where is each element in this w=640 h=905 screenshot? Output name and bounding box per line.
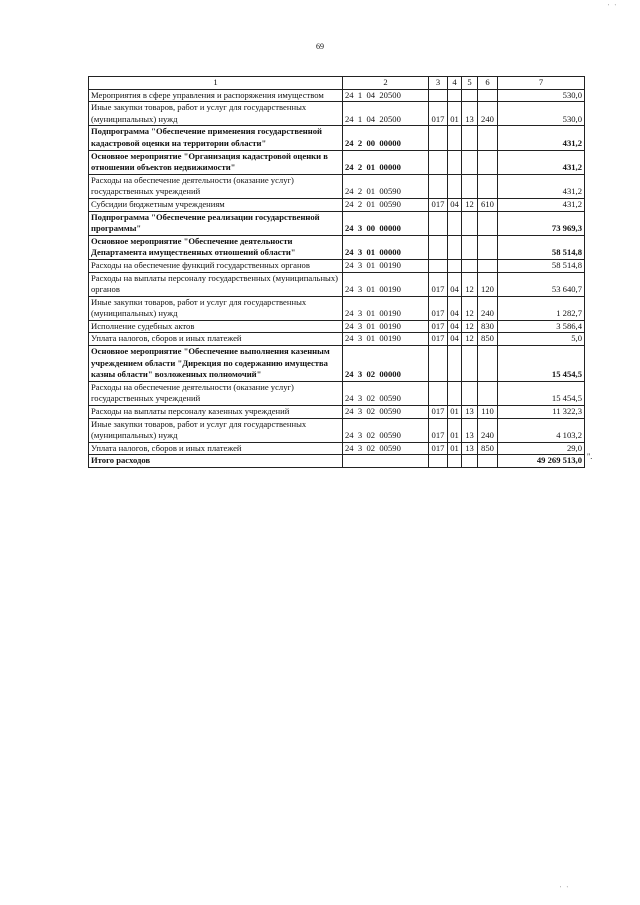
row-amount-cell: 530,0: [498, 89, 585, 102]
row-col3-cell: 017: [429, 406, 448, 419]
row-col3-cell: [429, 126, 448, 150]
total-amount: 49 269 513,0: [498, 455, 585, 468]
row-col3-cell: 017: [429, 333, 448, 346]
row-code-cell: 24 3 01 00000: [343, 235, 429, 259]
total-empty-cell: [343, 455, 429, 468]
row-name-cell: Расходы на обеспечение функций государственных органов: [89, 259, 343, 272]
table-row: [89, 174, 585, 198]
table-row: [89, 418, 585, 442]
row-col6-cell: [478, 150, 498, 174]
row-col3-cell: 017: [429, 198, 448, 211]
table-row: [89, 259, 585, 272]
row-name-cell: Уплата налогов, сборов и иных платежей: [89, 442, 343, 455]
row-col4-cell: 04: [448, 198, 462, 211]
row-col5-cell: [462, 150, 478, 174]
header-col-3: 3: [429, 77, 448, 90]
row-code-cell: 24 2 01 00590: [343, 198, 429, 211]
table-row: [89, 320, 585, 333]
row-code-cell: 24 3 02 00590: [343, 406, 429, 419]
row-col5-cell: 12: [462, 272, 478, 296]
row-col3-cell: [429, 346, 448, 382]
row-col4-cell: [448, 174, 462, 198]
header-col-1: 1: [89, 77, 343, 90]
total-label: Итого расходов: [89, 455, 343, 468]
row-code-cell: 24 3 02 00000: [343, 346, 429, 382]
row-name-cell: Мероприятия в сфере управления и распоряжения имуществом: [89, 89, 343, 102]
row-col5-cell: 13: [462, 418, 478, 442]
row-col6-cell: [478, 235, 498, 259]
row-amount-cell: 4 103,2: [498, 418, 585, 442]
table-row: [89, 333, 585, 346]
row-col3-cell: [429, 89, 448, 102]
row-name-cell: Исполнение судебных актов: [89, 320, 343, 333]
row-code-cell: 24 1 04 20500: [343, 102, 429, 126]
table-row: [89, 346, 585, 382]
row-code-cell: 24 3 02 00590: [343, 381, 429, 405]
header-col-5: 5: [462, 77, 478, 90]
row-amount-cell: 431,2: [498, 126, 585, 150]
row-amount-cell: 1 282,7: [498, 296, 585, 320]
row-col4-cell: 04: [448, 296, 462, 320]
row-col5-cell: [462, 235, 478, 259]
row-amount-cell: 73 969,3: [498, 211, 585, 235]
row-col6-cell: 120: [478, 272, 498, 296]
row-amount-cell: 431,2: [498, 174, 585, 198]
header-col-2: 2: [343, 77, 429, 90]
row-col3-cell: [429, 259, 448, 272]
row-col4-cell: [448, 346, 462, 382]
row-col4-cell: [448, 211, 462, 235]
row-col5-cell: 12: [462, 296, 478, 320]
row-name-cell: Основное мероприятие "Организация кадастровой оценки в отношении объектов недвижимости": [89, 150, 343, 174]
row-col5-cell: 12: [462, 320, 478, 333]
row-name-cell: Основное мероприятие "Обеспечение выполнения казенным учреждением области "Дирекция по содержанию имущества казны области" возложенных полномочий": [89, 346, 343, 382]
row-col5-cell: [462, 211, 478, 235]
row-name-cell: Подпрограмма "Обеспечение применения государственной кадастровой оценки на территории области": [89, 126, 343, 150]
table-row: [89, 89, 585, 102]
row-col6-cell: 110: [478, 406, 498, 419]
table-row: [89, 442, 585, 455]
row-col3-cell: 017: [429, 442, 448, 455]
row-name-cell: Иные закупки товаров, работ и услуг для государственных (муниципальных) нужд: [89, 296, 343, 320]
table-row: [89, 406, 585, 419]
header-col-7: 7: [498, 77, 585, 90]
row-name-cell: Расходы на обеспечение деятельности (оказание услуг) государственных учреждений: [89, 381, 343, 405]
total-empty-cell: [429, 455, 448, 468]
row-col5-cell: 13: [462, 102, 478, 126]
total-row: [89, 455, 585, 468]
total-empty-cell: [448, 455, 462, 468]
row-amount-cell: 15 454,5: [498, 381, 585, 405]
row-col4-cell: [448, 235, 462, 259]
row-amount-cell: 431,2: [498, 198, 585, 211]
table-row: [89, 126, 585, 150]
row-amount-cell: 3 586,4: [498, 320, 585, 333]
row-col4-cell: [448, 381, 462, 405]
row-col6-cell: 610: [478, 198, 498, 211]
row-col3-cell: 017: [429, 102, 448, 126]
row-amount-cell: 15 454,5: [498, 346, 585, 382]
row-col6-cell: [478, 211, 498, 235]
row-code-cell: 24 3 01 00190: [343, 272, 429, 296]
row-col6-cell: [478, 89, 498, 102]
corner-mark-top: ' ': [608, 4, 618, 10]
row-name-cell: Расходы на выплаты персоналу казенных учреждений: [89, 406, 343, 419]
row-amount-cell: 58 514,8: [498, 259, 585, 272]
table-row: [89, 102, 585, 126]
corner-mark-bottom: ' ': [560, 886, 570, 892]
row-col6-cell: [478, 174, 498, 198]
row-code-cell: 24 3 01 00190: [343, 333, 429, 346]
row-name-cell: Расходы на выплаты персоналу государственных (муниципальных) органов: [89, 272, 343, 296]
header-col-4: 4: [448, 77, 462, 90]
row-col5-cell: [462, 259, 478, 272]
row-amount-cell: 53 640,7: [498, 272, 585, 296]
row-col5-cell: 13: [462, 406, 478, 419]
row-col4-cell: [448, 259, 462, 272]
row-col4-cell: [448, 89, 462, 102]
row-amount-cell: 11 322,3: [498, 406, 585, 419]
budget-table: [88, 76, 585, 468]
row-col5-cell: 12: [462, 198, 478, 211]
table-row: [89, 150, 585, 174]
row-col4-cell: 04: [448, 272, 462, 296]
row-col5-cell: [462, 126, 478, 150]
row-col5-cell: [462, 381, 478, 405]
row-code-cell: 24 2 01 00000: [343, 150, 429, 174]
row-col3-cell: [429, 235, 448, 259]
page-number: 69: [316, 42, 324, 51]
row-col4-cell: [448, 126, 462, 150]
row-col4-cell: 01: [448, 102, 462, 126]
table-row: [89, 211, 585, 235]
table-row: [89, 272, 585, 296]
row-amount-cell: 29,0: [498, 442, 585, 455]
row-col3-cell: 017: [429, 296, 448, 320]
row-amount-cell: 530,0: [498, 102, 585, 126]
row-name-cell: Расходы на обеспечение деятельности (оказание услуг) государственных учреждений: [89, 174, 343, 198]
row-col6-cell: [478, 381, 498, 405]
row-col3-cell: [429, 174, 448, 198]
row-code-cell: 24 2 00 00000: [343, 126, 429, 150]
row-col3-cell: [429, 150, 448, 174]
row-code-cell: 24 3 01 00190: [343, 320, 429, 333]
row-code-cell: 24 3 01 00190: [343, 296, 429, 320]
row-col4-cell: [448, 150, 462, 174]
row-name-cell: Основное мероприятие "Обеспечение деятельности Департамента имущественных отношений области": [89, 235, 343, 259]
row-amount-cell: 5,0: [498, 333, 585, 346]
row-name-cell: Иные закупки товаров, работ и услуг для государственных (муниципальных) нужд: [89, 102, 343, 126]
row-col4-cell: 04: [448, 320, 462, 333]
row-name-cell: Уплата налогов, сборов и иных платежей: [89, 333, 343, 346]
row-col4-cell: 01: [448, 418, 462, 442]
total-empty-cell: [478, 455, 498, 468]
table-header-row: [89, 77, 585, 90]
row-code-cell: 24 1 04 20500: [343, 89, 429, 102]
row-col6-cell: 850: [478, 442, 498, 455]
table-row: [89, 296, 585, 320]
row-col6-cell: [478, 126, 498, 150]
row-col5-cell: [462, 89, 478, 102]
row-col6-cell: 830: [478, 320, 498, 333]
row-name-cell: Иные закупки товаров, работ и услуг для государственных (муниципальных) нужд: [89, 418, 343, 442]
table-row: [89, 381, 585, 405]
row-col6-cell: 240: [478, 296, 498, 320]
table-body: [89, 89, 585, 455]
row-col3-cell: [429, 211, 448, 235]
row-col6-cell: [478, 259, 498, 272]
row-name-cell: Подпрограмма "Обеспечение реализации государственной программы": [89, 211, 343, 235]
row-col3-cell: 017: [429, 418, 448, 442]
table-row: [89, 198, 585, 211]
row-col5-cell: 13: [462, 442, 478, 455]
row-col3-cell: 017: [429, 320, 448, 333]
row-name-cell: Субсидии бюджетным учреждениям: [89, 198, 343, 211]
row-code-cell: 24 2 01 00590: [343, 174, 429, 198]
row-col6-cell: 240: [478, 418, 498, 442]
row-col6-cell: [478, 346, 498, 382]
table-row: [89, 235, 585, 259]
closing-quote-mark: ".: [587, 452, 593, 461]
row-code-cell: 24 3 01 00190: [343, 259, 429, 272]
row-col5-cell: [462, 174, 478, 198]
row-amount-cell: 431,2: [498, 150, 585, 174]
header-col-6: 6: [478, 77, 498, 90]
row-col4-cell: 01: [448, 406, 462, 419]
row-col3-cell: 017: [429, 272, 448, 296]
row-code-cell: 24 3 00 00000: [343, 211, 429, 235]
total-empty-cell: [462, 455, 478, 468]
row-col5-cell: 12: [462, 333, 478, 346]
row-col4-cell: 04: [448, 333, 462, 346]
row-col4-cell: 01: [448, 442, 462, 455]
row-col3-cell: [429, 381, 448, 405]
row-code-cell: 24 3 02 00590: [343, 418, 429, 442]
row-amount-cell: 58 514,8: [498, 235, 585, 259]
row-col6-cell: 240: [478, 102, 498, 126]
row-code-cell: 24 3 02 00590: [343, 442, 429, 455]
row-col5-cell: [462, 346, 478, 382]
row-col6-cell: 850: [478, 333, 498, 346]
